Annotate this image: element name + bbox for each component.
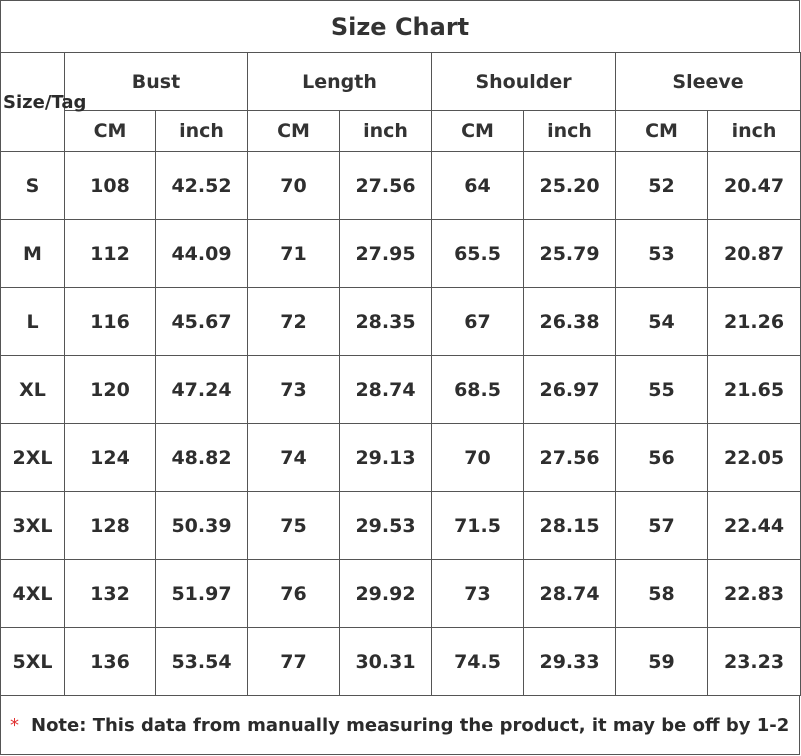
unit-inch-header: inch [708,111,801,152]
measurement-cell: 56 [616,424,708,492]
group-header-row [1,53,801,111]
unit-inch-header: inch [340,111,432,152]
measurement-cell: 59 [616,628,708,696]
measurement-cell: 30.31 [340,628,432,696]
measurement-cell: 53 [616,220,708,288]
table-row [1,152,801,220]
size-rows [1,152,801,696]
unit-inch-header: inch [524,111,616,152]
measurement-cell: 50.39 [156,492,248,560]
measurement-cell: 55 [616,356,708,424]
measurement-cell: 45.67 [156,288,248,356]
measurement-cell: 67 [432,288,524,356]
measurement-cell: 73 [432,560,524,628]
measurement-cell: 42.52 [156,152,248,220]
measurement-cell: 22.05 [708,424,801,492]
sleeve-header: Sleeve [616,53,801,111]
size-cell: M [1,220,65,288]
measurement-cell: 27.56 [340,152,432,220]
note-text: Note: This data from manually measuring the product, it may be off by 1-2 [31,714,790,736]
unit-cm-header: CM [616,111,708,152]
measurement-cell: 68.5 [432,356,524,424]
measurement-cell: 120 [65,356,156,424]
measurement-cell: 132 [65,560,156,628]
measurement-cell: 28.74 [524,560,616,628]
measurement-cell: 28.74 [340,356,432,424]
table-row [1,560,801,628]
measurement-cell: 47.24 [156,356,248,424]
measurement-cell: 136 [65,628,156,696]
measurement-cell: 65.5 [432,220,524,288]
size-table [0,52,801,696]
measurement-cell: 26.38 [524,288,616,356]
measurement-cell: 57 [616,492,708,560]
unit-cm-header: CM [432,111,524,152]
size-cell: 5XL [1,628,65,696]
unit-cm-header: CM [248,111,340,152]
size-cell: XL [1,356,65,424]
size-column-header: Size/Tag [1,53,65,152]
measurement-cell: 54 [616,288,708,356]
measurement-cell: 77 [248,628,340,696]
measurement-cell: 53.54 [156,628,248,696]
measurement-cell: 71.5 [432,492,524,560]
measurement-cell: 75 [248,492,340,560]
shoulder-header: Shoulder [432,53,616,111]
measurement-cell: 21.65 [708,356,801,424]
measurement-cell: 28.15 [524,492,616,560]
length-header: Length [248,53,432,111]
size-cell: 4XL [1,560,65,628]
measurement-cell: 108 [65,152,156,220]
measurement-cell: 73 [248,356,340,424]
measurement-cell: 52 [616,152,708,220]
measurement-cell: 70 [432,424,524,492]
table-row [1,288,801,356]
measurement-cell: 124 [65,424,156,492]
measurement-note [0,696,800,755]
size-cell: 3XL [1,492,65,560]
measurement-cell: 21.26 [708,288,801,356]
unit-cm-header: CM [65,111,156,152]
measurement-cell: 48.82 [156,424,248,492]
measurement-cell: 64 [432,152,524,220]
measurement-cell: 112 [65,220,156,288]
measurement-cell: 58 [616,560,708,628]
measurement-cell: 25.20 [524,152,616,220]
measurement-cell: 29.13 [340,424,432,492]
measurement-cell: 22.83 [708,560,801,628]
table-row [1,424,801,492]
measurement-cell: 29.33 [524,628,616,696]
unit-inch-header: inch [156,111,248,152]
unit-header-row [1,111,801,152]
size-cell: S [1,152,65,220]
table-row [1,220,801,288]
measurement-cell: 29.92 [340,560,432,628]
measurement-cell: 74.5 [432,628,524,696]
measurement-cell: 44.09 [156,220,248,288]
table-row [1,628,801,696]
measurement-cell: 22.44 [708,492,801,560]
note-marker: * [10,714,19,736]
measurement-cell: 27.56 [524,424,616,492]
measurement-cell: 76 [248,560,340,628]
measurement-cell: 20.47 [708,152,801,220]
bust-header: Bust [65,53,248,111]
measurement-cell: 116 [65,288,156,356]
measurement-cell: 128 [65,492,156,560]
measurement-cell: 51.97 [156,560,248,628]
size-cell: 2XL [1,424,65,492]
measurement-cell: 70 [248,152,340,220]
measurement-cell: 27.95 [340,220,432,288]
table-row [1,492,801,560]
measurement-cell: 72 [248,288,340,356]
measurement-cell: 74 [248,424,340,492]
measurement-cell: 28.35 [340,288,432,356]
measurement-cell: 23.23 [708,628,801,696]
measurement-cell: 71 [248,220,340,288]
measurement-cell: 26.97 [524,356,616,424]
table-row [1,356,801,424]
measurement-cell: 29.53 [340,492,432,560]
measurement-cell: 20.87 [708,220,801,288]
chart-title: Size Chart [0,0,800,52]
size-cell: L [1,288,65,356]
measurement-cell: 25.79 [524,220,616,288]
